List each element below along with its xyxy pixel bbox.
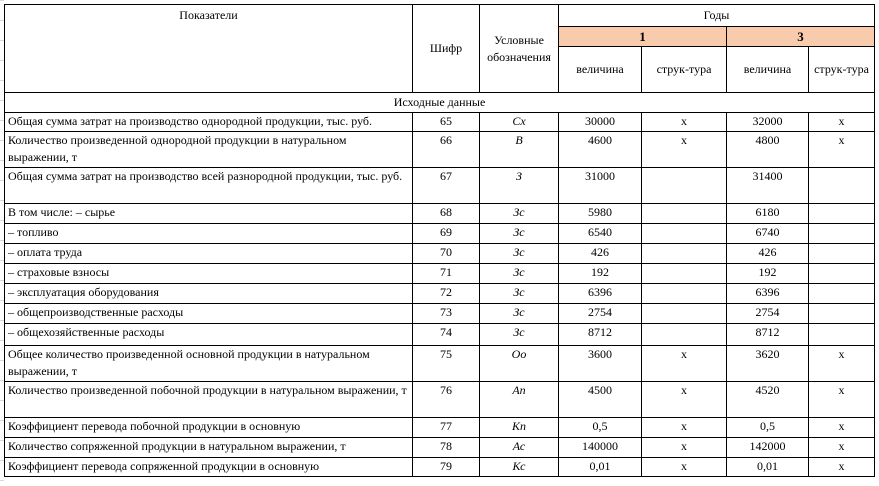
year-3-structure: х (809, 458, 875, 477)
year-3-structure: х (809, 346, 875, 382)
symbol-cell: Сх (480, 113, 559, 132)
year-1-value: 31000 (559, 168, 642, 204)
indicator-name: – общепроизводственные расходы (5, 304, 413, 324)
year-3-structure (809, 264, 875, 284)
year-3-structure: х (809, 418, 875, 438)
year-1-structure: х (642, 132, 727, 168)
symbol-cell: Ас (480, 438, 559, 458)
year-3-header: 3 (727, 27, 875, 47)
year-3-value: 6180 (727, 204, 809, 224)
code-cell: 77 (413, 418, 480, 438)
indicator-name: Коэффициент перевода побочной продукции в основную (5, 418, 413, 438)
indicator-name: – страховые взносы (5, 264, 413, 284)
section-row (5, 93, 875, 113)
year-1-structure: х (642, 346, 727, 382)
year-3-value: 8712 (727, 324, 809, 346)
table-row (5, 132, 875, 168)
year-1-value: 8712 (559, 324, 642, 346)
symbol-cell: Зс (480, 204, 559, 224)
year-3-value: 3620 (727, 346, 809, 382)
indicators-header: Показатели (5, 5, 413, 93)
year-1-structure (642, 264, 727, 284)
table-row (5, 284, 875, 304)
year-1-value: 4500 (559, 382, 642, 418)
symbol-cell: В (480, 132, 559, 168)
symbol-cell: Зс (480, 244, 559, 264)
year-3-structure-header: струк-тура (809, 47, 875, 93)
year-1-structure: х (642, 438, 727, 458)
indicator-name: – топливо (5, 224, 413, 244)
symbol-cell: Зс (480, 324, 559, 346)
year-1-structure (642, 324, 727, 346)
year-1-value: 0,01 (559, 458, 642, 477)
table-row (5, 346, 875, 382)
year-1-value: 4600 (559, 132, 642, 168)
indicator-name: Общее количество произведенной основной продукции в натуральном выражении, т (5, 346, 413, 382)
year-3-structure (809, 224, 875, 244)
year-1-value: 2754 (559, 304, 642, 324)
symbol-cell: Зс (480, 224, 559, 244)
year-1-value: 6396 (559, 284, 642, 304)
table-row (5, 113, 875, 132)
years-header: Годы (559, 5, 875, 27)
symbol-cell: Кп (480, 418, 559, 438)
table-row (5, 418, 875, 438)
year-3-value: 31400 (727, 168, 809, 204)
symbols-header: Условные обозначения (480, 5, 559, 93)
year-3-value: 426 (727, 244, 809, 264)
table-row (5, 382, 875, 418)
code-cell: 70 (413, 244, 480, 264)
year-1-value: 140000 (559, 438, 642, 458)
year-1-structure: х (642, 382, 727, 418)
year-1-structure (642, 204, 727, 224)
year-1-value: 3600 (559, 346, 642, 382)
code-cell: 75 (413, 346, 480, 382)
year-3-structure (809, 324, 875, 346)
cost-data-table (4, 4, 875, 477)
year-3-value: 6396 (727, 284, 809, 304)
year-1-structure (642, 168, 727, 204)
year-3-value: 32000 (727, 113, 809, 132)
year-3-structure (809, 244, 875, 264)
year-1-structure (642, 244, 727, 264)
symbol-cell: З (480, 168, 559, 204)
indicator-name: Количество произведенной однородной продукции в натуральном выражении, т (5, 132, 413, 168)
table-row (5, 244, 875, 264)
year-1-structure (642, 284, 727, 304)
symbol-cell: Оо (480, 346, 559, 382)
year-3-structure (809, 284, 875, 304)
indicator-name: Количество сопряженной продукции в натуральном выражении, т (5, 438, 413, 458)
code-cell: 69 (413, 224, 480, 244)
table-row (5, 168, 875, 204)
indicator-name: Общая сумма затрат на производство однородной продукции, тыс. руб. (5, 113, 413, 132)
table-row (5, 224, 875, 244)
indicator-name: – оплата труда (5, 244, 413, 264)
section-title: Исходные данные (5, 93, 875, 113)
year-3-value-header: величина (727, 47, 809, 93)
year-3-structure: х (809, 132, 875, 168)
year-3-value: 192 (727, 264, 809, 284)
indicator-name: – общехозяйственные расходы (5, 324, 413, 346)
year-1-value: 6540 (559, 224, 642, 244)
year-3-value: 0,5 (727, 418, 809, 438)
year-1-structure: х (642, 113, 727, 132)
code-cell: 68 (413, 204, 480, 224)
year-3-value: 0,01 (727, 458, 809, 477)
code-cell: 72 (413, 284, 480, 304)
table-row (5, 438, 875, 458)
year-3-structure (809, 168, 875, 204)
year-3-value: 2754 (727, 304, 809, 324)
symbol-cell: Ап (480, 382, 559, 418)
indicator-name: Общая сумма затрат на производство всей разнородной продукции, тыс. руб. (5, 168, 413, 204)
header-row-1 (5, 5, 875, 27)
table-row (5, 324, 875, 346)
year-1-structure (642, 304, 727, 324)
code-header: Шифр (413, 5, 480, 93)
code-cell: 74 (413, 324, 480, 346)
code-cell: 78 (413, 438, 480, 458)
year-3-structure: х (809, 113, 875, 132)
year-1-value: 426 (559, 244, 642, 264)
year-3-structure (809, 204, 875, 224)
year-1-header: 1 (559, 27, 727, 47)
indicator-name: В том числе: – сырье (5, 204, 413, 224)
symbol-cell: Зс (480, 304, 559, 324)
year-1-value: 30000 (559, 113, 642, 132)
indicator-name: Коэффициент перевода сопряженной продукции в основную (5, 458, 413, 477)
code-cell: 79 (413, 458, 480, 477)
year-3-value: 6740 (727, 224, 809, 244)
code-cell: 65 (413, 113, 480, 132)
symbol-cell: Зс (480, 264, 559, 284)
year-1-value: 192 (559, 264, 642, 284)
year-1-value: 0,5 (559, 418, 642, 438)
year-1-structure: х (642, 458, 727, 477)
symbol-cell: Зс (480, 284, 559, 304)
code-cell: 73 (413, 304, 480, 324)
code-cell: 67 (413, 168, 480, 204)
year-3-value: 4800 (727, 132, 809, 168)
year-3-structure: х (809, 438, 875, 458)
code-cell: 76 (413, 382, 480, 418)
indicator-name: Количество произведенной побочной продукции в натуральном выражении, т (5, 382, 413, 418)
table-row (5, 264, 875, 284)
symbol-cell: Кс (480, 458, 559, 477)
year-3-value: 142000 (727, 438, 809, 458)
indicator-name: – эксплуатация оборудования (5, 284, 413, 304)
year-3-structure: х (809, 382, 875, 418)
year-1-structure-header: струк-тура (642, 47, 727, 93)
code-cell: 71 (413, 264, 480, 284)
year-1-structure (642, 224, 727, 244)
table-row (5, 304, 875, 324)
year-3-value: 4520 (727, 382, 809, 418)
table-row (5, 204, 875, 224)
year-1-structure: х (642, 418, 727, 438)
year-3-structure (809, 304, 875, 324)
code-cell: 66 (413, 132, 480, 168)
year-1-value-header: величина (559, 47, 642, 93)
table-row (5, 458, 875, 477)
year-1-value: 5980 (559, 204, 642, 224)
